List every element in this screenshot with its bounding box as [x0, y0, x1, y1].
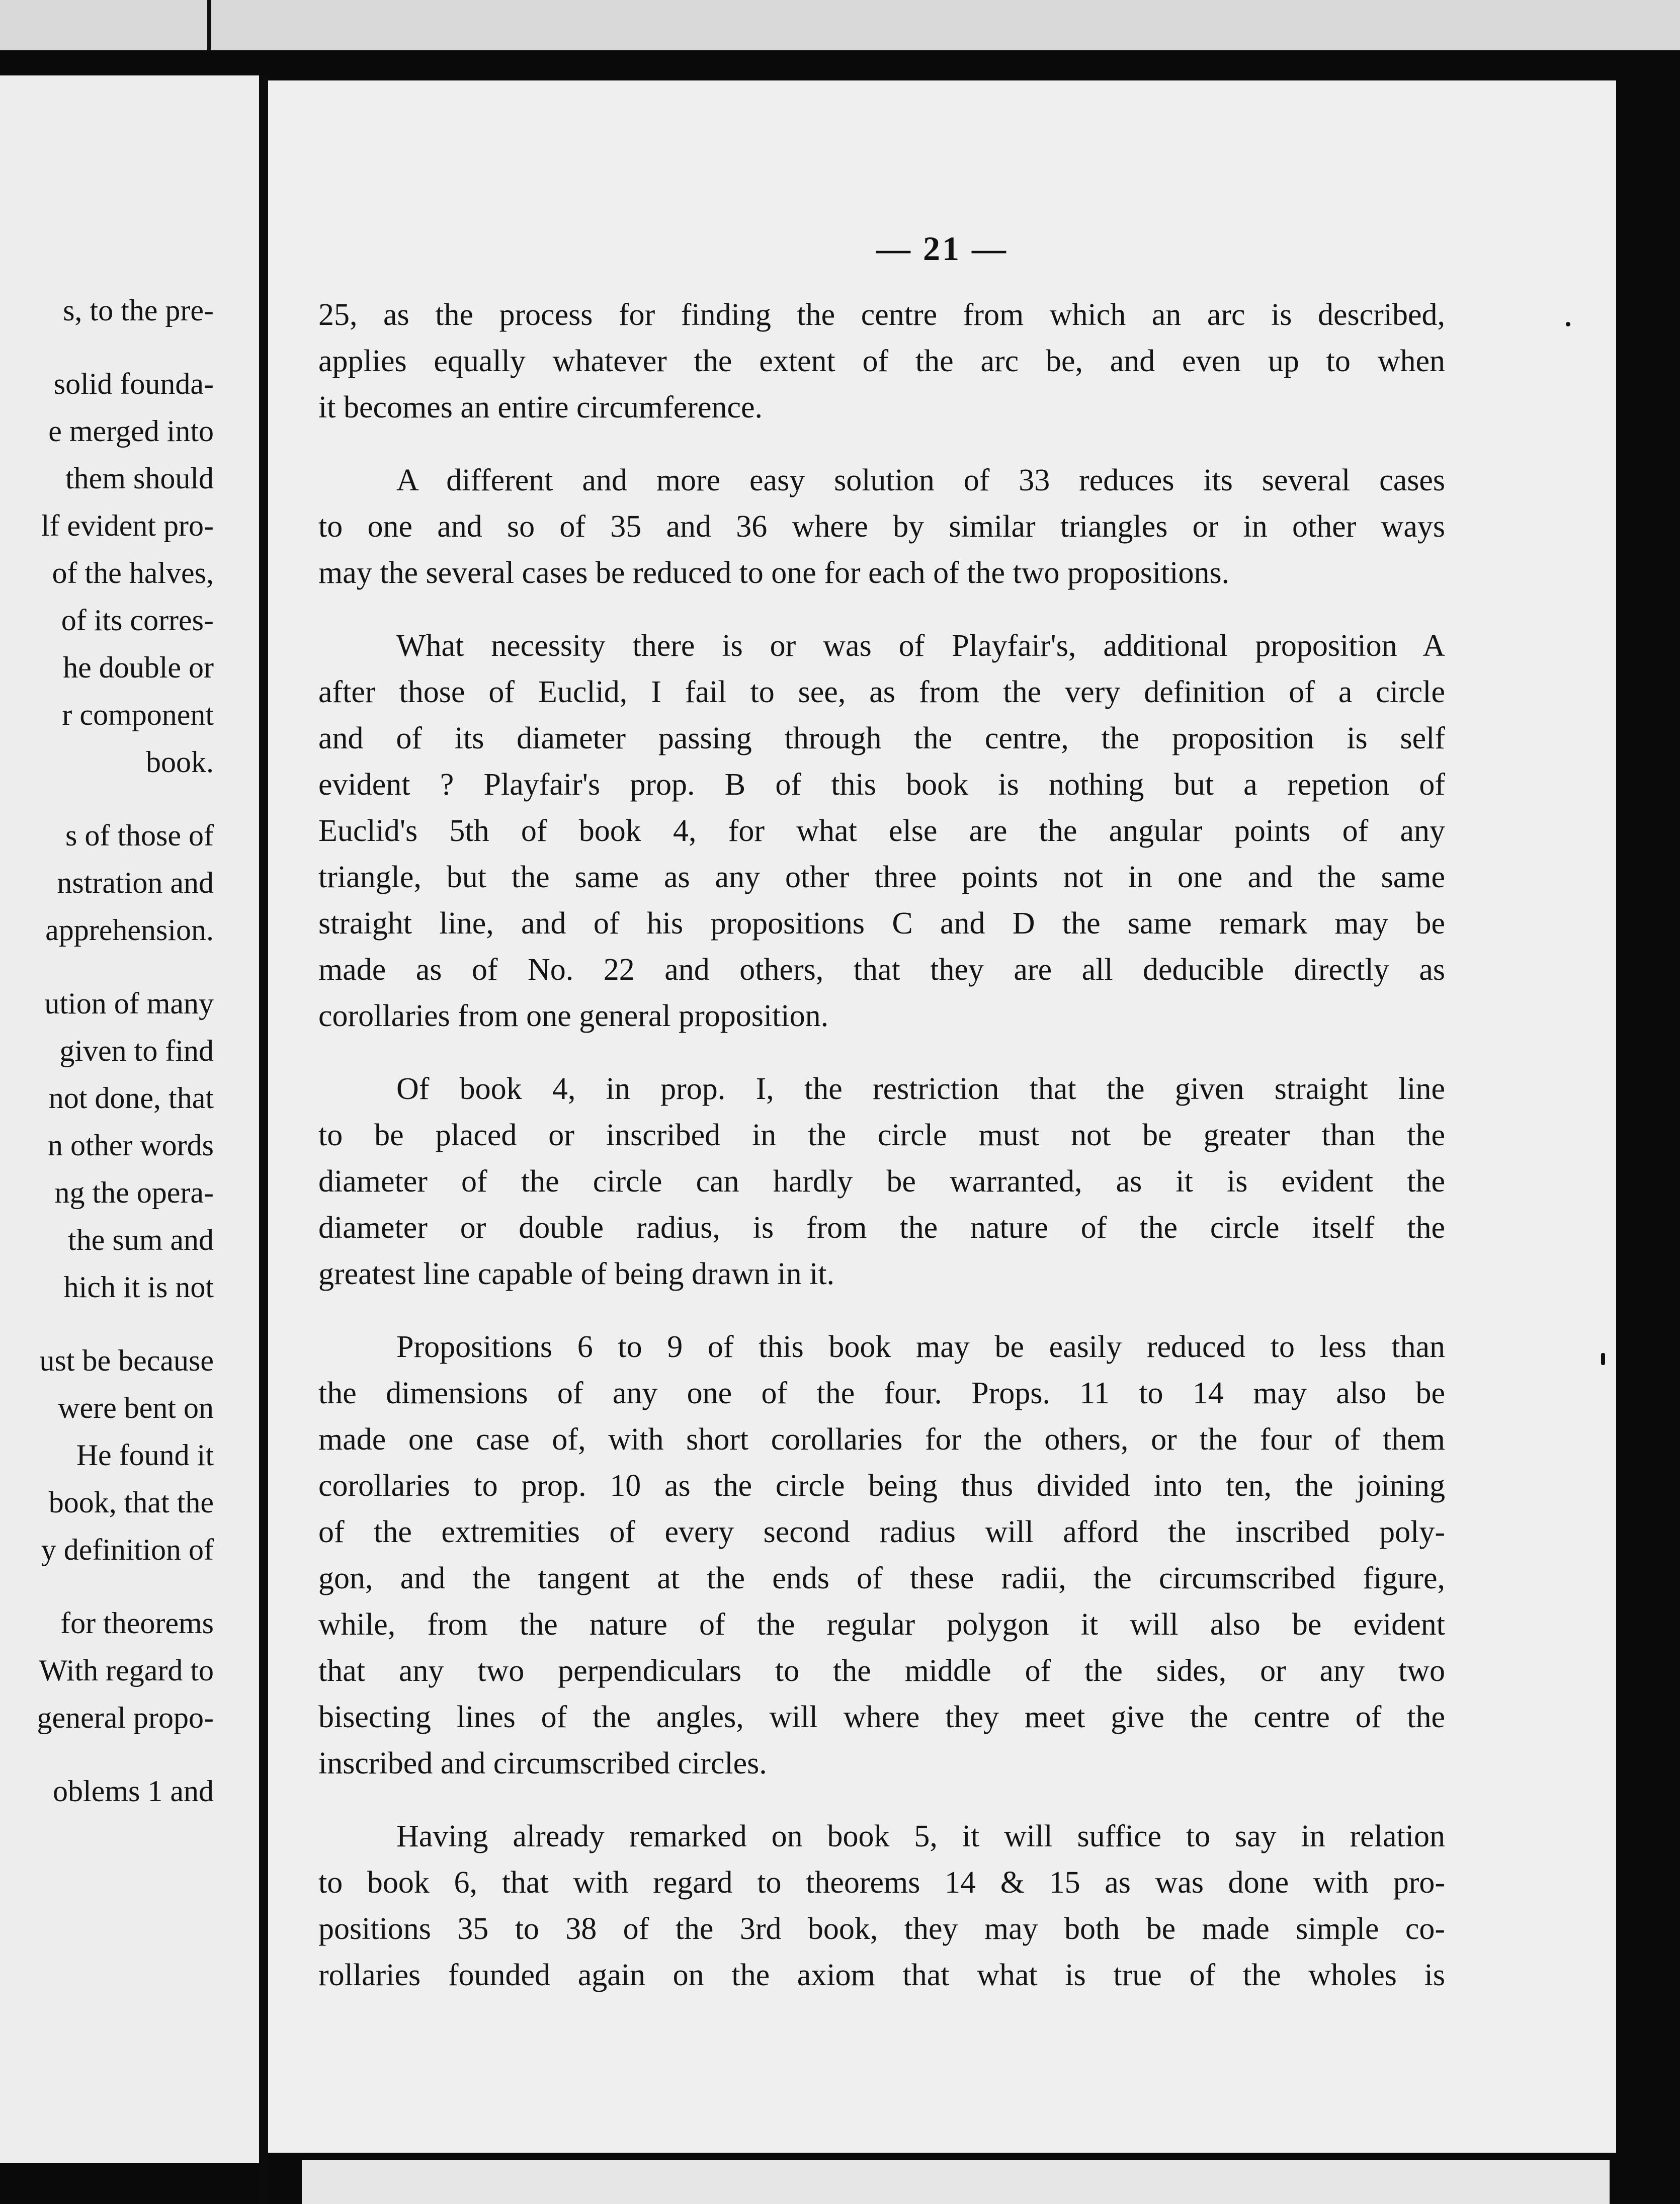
left-fragment-line: general propo- [37, 1701, 214, 1734]
body-text [318, 292, 1445, 2025]
text-line: 25, as the process for finding the centre from which an arc is described, [318, 298, 1445, 332]
text-line: What necessity there is or was of Playfair's, additional proposition A [396, 629, 1445, 663]
text-line: to one and so of 35 and 36 where by similar triangles or in other ways [318, 510, 1445, 544]
left-fragment-line: ution of many [44, 987, 214, 1020]
paragraph [318, 623, 1445, 1039]
text-line: positions 35 to 38 of the 3rd book, they may both be made simple co- [318, 1912, 1445, 1946]
top-divider [207, 0, 211, 50]
left-page-text [0, 287, 259, 1815]
paragraph [318, 1324, 1445, 1787]
paragraph [318, 292, 1445, 431]
left-fragment-line: r component [62, 698, 214, 731]
left-fragment-line: s of those of [65, 819, 214, 852]
text-line: Propositions 6 to 9 of this book may be easily reduced to less than [396, 1330, 1445, 1364]
left-fragment-line: ust be because [39, 1344, 214, 1377]
left-fragment-line: solid founda- [53, 367, 214, 400]
left-fragment-line: e merged into [48, 414, 214, 448]
text-line: of the extremities of every second radius will afford the inscribed poly- [318, 1515, 1445, 1549]
text-line: greatest line capable of being drawn in it. [318, 1257, 835, 1291]
text-line: it becomes an entire circumference. [318, 390, 763, 425]
text-line: Euclid's 5th of book 4, for what else are the angular points of any [318, 814, 1445, 848]
left-fragment-line: hich it is not [63, 1270, 214, 1304]
top-page-strip [0, 0, 1680, 50]
text-line: after those of Euclid, I fail to see, as from the very definition of a circle [318, 675, 1445, 709]
left-fragment-line: y definition of [41, 1533, 214, 1566]
text-line: to book 6, that with regard to theorems 14 & 15 as was done with pro- [318, 1866, 1445, 1900]
left-fragment-line: n other words [48, 1129, 214, 1162]
left-fragment-line: for theorems [60, 1606, 214, 1640]
bottom-page-strip [302, 2160, 1610, 2204]
ink-speck [1566, 322, 1570, 326]
left-fragment-line: lf evident pro- [41, 509, 214, 542]
left-fragment-line: he double or [63, 651, 214, 684]
main-page [268, 80, 1616, 2153]
left-fragment-line: them should [65, 462, 214, 495]
left-fragment-line: apprehension. [45, 913, 214, 947]
text-line: gon, and the tangent at the ends of these radii, the circumscribed figure, [318, 1561, 1445, 1595]
left-fragment-line: of its corres- [61, 604, 214, 637]
left-fragment-line: nstration and [57, 866, 214, 899]
text-line: straight line, and of his propositions C and D the same remark may be [318, 906, 1445, 941]
left-fragment-line: were bent on [58, 1391, 214, 1424]
left-fragment-line: With regard to [39, 1654, 214, 1687]
ink-speck [1601, 1353, 1605, 1365]
left-fragment-line: ng the opera- [54, 1176, 214, 1209]
left-fragment-line: oblems 1 and [53, 1774, 214, 1808]
left-fragment-line: the sum and [68, 1223, 214, 1256]
text-line: diameter or double radius, is from the nature of the circle itself the [318, 1211, 1445, 1245]
left-fragment-line: not done, that [48, 1081, 214, 1115]
left-fragment-line: book. [146, 745, 214, 779]
text-line: to be placed or inscribed in the circle must not be greater than the [318, 1118, 1445, 1152]
text-line: triangle, but the same as any other three points not in one and the same [318, 860, 1445, 894]
text-line: diameter of the circle can hardly be warranted, as it is evident the [318, 1164, 1445, 1199]
paragraph [318, 1813, 1445, 1998]
binding-gutter [259, 75, 268, 2204]
text-line: that any two perpendiculars to the middle of the sides, or any two [318, 1654, 1445, 1688]
text-line: bisecting lines of the angles, will where they meet give the centre of the [318, 1700, 1445, 1734]
text-line: may the several cases be reduced to one for each of the two propositions. [318, 556, 1230, 590]
text-line: A different and more easy solution of 33 reduces its several cases [396, 463, 1445, 497]
text-line: applies equally whatever the extent of the arc be, and even up to when [318, 344, 1445, 378]
left-fragment-line: of the halves, [52, 556, 214, 589]
text-line: inscribed and circumscribed circles. [318, 1746, 767, 1781]
text-line: corollaries from one general proposition. [318, 999, 829, 1033]
text-line: Of book 4, in prop. I, the restriction that the given straight line [396, 1072, 1445, 1106]
text-line: evident ? Playfair's prop. B of this book is nothing but a repetion of [318, 768, 1445, 802]
text-line: made as of No. 22 and others, that they are all deducible directly as [318, 953, 1445, 987]
text-line: and of its diameter passing through the centre, the proposition is self [318, 721, 1445, 755]
text-line: while, from the nature of the regular polygon it will also be evident [318, 1607, 1445, 1642]
paragraph [318, 1066, 1445, 1297]
left-page-fragment [0, 75, 259, 2163]
text-line: Having already remarked on book 5, it will suffice to say in relation [396, 1819, 1445, 1853]
left-fragment-line: He found it [76, 1438, 214, 1472]
text-line: corollaries to prop. 10 as the circle being thus divided into ten, the joining [318, 1469, 1445, 1503]
left-fragment-line: book, that the [48, 1486, 214, 1519]
left-fragment-line: s, to the pre- [63, 294, 214, 327]
paragraph [318, 457, 1445, 596]
text-line: rollaries founded again on the axiom that what is true of the wholes is [318, 1958, 1445, 1992]
page-number: — 21 — [876, 229, 1008, 268]
text-line: the dimensions of any one of the four. Props. 11 to 14 may also be [318, 1376, 1445, 1410]
text-line: made one case of, with short corollaries for the others, or the four of them [318, 1422, 1445, 1457]
left-fragment-line: given to find [59, 1034, 214, 1067]
